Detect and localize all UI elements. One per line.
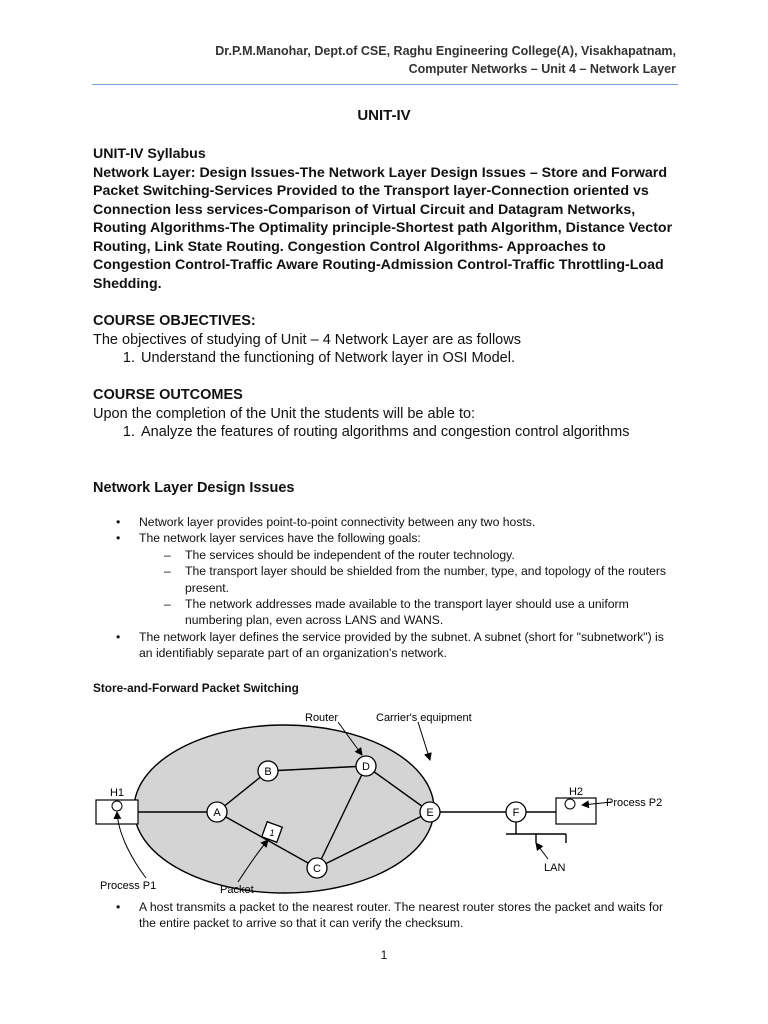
objectives-list [93,349,683,368]
header-line-1: Dr.P.M.Manohar, Dept.of CSE, Raghu Engineering College(A), Visakhapatnam, [215,44,676,58]
syllabus-body: Network Layer: Design Issues-The Network Layer Design Issues – Store and Forward Packet Switching-Services Provided to the Transport layer-Connection oriented vs Connection less services-Comparison of Virtual Circuit and Datagram Networks, Routing Algorithms-The Optimality principle-Shortest path Algorithm, Distance Vector Routing, Link State Routing. Congestion Control Algorithms- Approaches to Congestion Control-Traffic Aware Routing-Admission Control-Traffic Throttling-Load Shedding. [93,164,673,292]
router-node-e [420,802,440,822]
sub-list [139,547,676,629]
node-f-label: F [512,807,520,819]
carrier-label: Carrier's equipment [376,712,472,724]
page-number: 1 [380,948,388,962]
process-p1-label: Process P1 [100,880,157,892]
syllabus-section [93,145,683,293]
course-outcomes-section [93,386,683,442]
objective-item: 1. Understand the functioning of Network layer in OSI Model. [139,349,683,368]
lan-segment [506,822,566,843]
node-d-label: D [362,761,370,773]
store-forward-diagram [88,702,680,898]
store-forward-heading: Store-and-Forward Packet Switching [93,681,299,695]
list-item: • The network layer defines the service provided by the subnet. A subnet (short for "subnetwork") is an identifiably separate part of an organization's network. [116,629,676,662]
outcomes-list [93,423,683,442]
page-header [215,42,676,78]
course-objectives-section [93,312,683,368]
store-forward-bullet-text: A host transmits a packet to the nearest router. The nearest router stores the packet and waits for the entire packet to arrive so that it can verify the checksum. [139,900,664,930]
unit-title: UNIT-IV [357,107,411,124]
objectives-heading: COURSE OBJECTIVES: [93,313,256,329]
header-line-2: Computer Networks – Unit 4 – Network Layer [408,62,676,76]
process-p2-label: Process P2 [606,797,663,809]
node-e-label: E [426,807,434,819]
router-node-d [356,756,376,776]
router-node-b [258,761,278,781]
router-node-c [307,858,327,878]
sub-list-item: – The transport layer should be shielded from the number, type, and topology of the routers present. [162,563,676,596]
carrier-ellipse [134,725,434,893]
router-label: Router [305,712,339,724]
outcome-item: 1. Analyze the features of routing algorithms and congestion control algorithms [139,423,683,442]
host-h1 [96,787,138,824]
design-issues-heading: Network Layer Design Issues [93,480,295,496]
sub-list-item: – The services should be independent of the router technology. [162,547,676,563]
bullet-dot: • [116,900,121,914]
syllabus-heading: UNIT-IV Syllabus [93,146,206,162]
lan-label: LAN [544,862,566,874]
header-rule [92,84,678,85]
packet-number: 1 [269,828,275,838]
list-item-text: The network layer services have the following goals: [139,531,421,546]
sub-list-item: – The network addresses made available to the transport layer should use a uniform numbering plan, even across LANS and WANS. [162,596,676,629]
outcomes-intro: Upon the completion of the Unit the students will be able to: [93,405,476,422]
router-node-f [506,802,526,822]
node-a-label: A [213,807,221,819]
design-issues-list [116,514,676,662]
list-item: • Network layer provides point-to-point connectivity between any two hosts. [116,514,676,530]
store-forward-bullet [116,899,676,931]
node-b-label: B [264,766,272,778]
h2-label: H2 [568,786,584,798]
outcomes-heading: COURSE OUTCOMES [93,387,243,403]
node-c-label: C [313,863,321,875]
packet-label: Packet [220,884,254,896]
host-h2 [556,786,596,824]
h1-label: H1 [109,787,125,799]
router-node-a [207,802,227,822]
list-item [116,530,676,628]
objectives-intro: The objectives of studying of Unit – 4 Network Layer are as follows [93,331,521,348]
